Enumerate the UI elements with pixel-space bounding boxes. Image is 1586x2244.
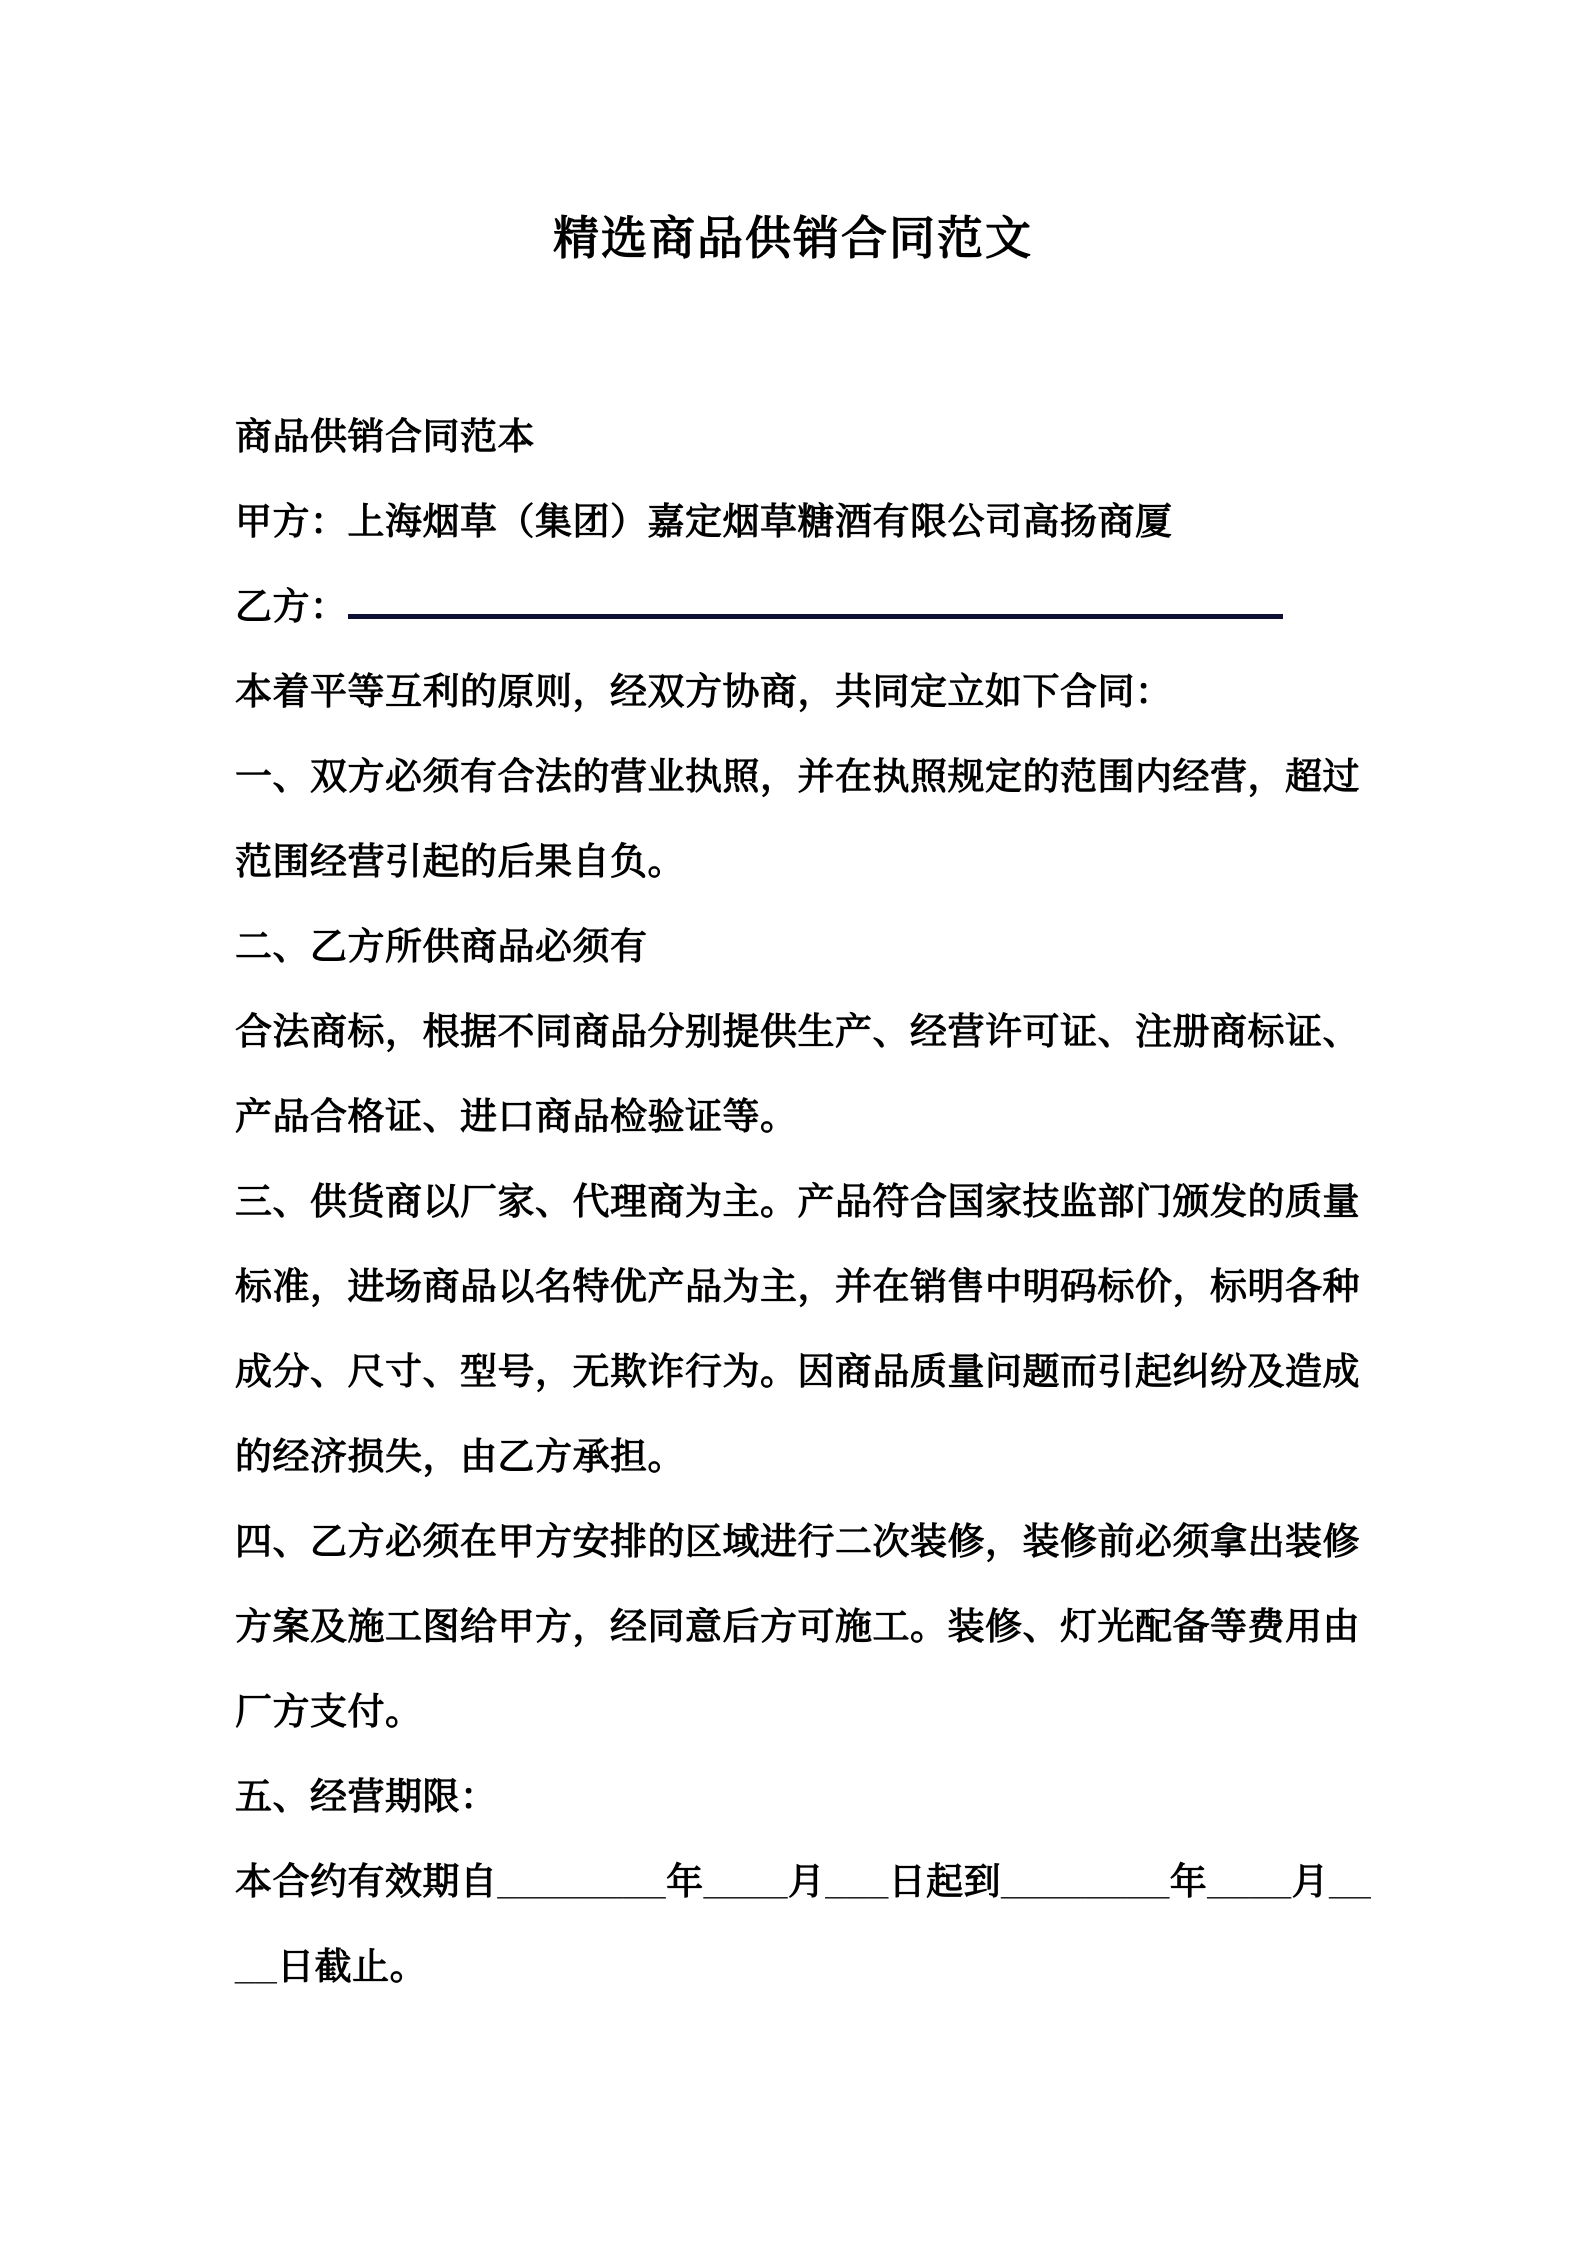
- clause-1-line-2-text: 范围经营引起的后果自负。: [235, 841, 685, 882]
- clause-3-line-3-text: 成分、尺寸、型号，无欺诈行为。因商品质量问题而引起纠纷及造成: [235, 1351, 1360, 1392]
- party-b-blank-underline: [348, 588, 1283, 619]
- clause-3-line-4-text: 的经济损失，由乙方承担。: [235, 1436, 685, 1477]
- preamble-line-text: 本着平等互利的原则，经双方协商，共同定立如下合同：: [235, 671, 1173, 712]
- clause-5-line-2: [235, 1839, 1466, 1924]
- clause-3-line-3: [235, 1329, 1466, 1414]
- clause-5-line-1: [235, 1754, 1466, 1839]
- party-a-line-text: 甲方：上海烟草（集团）嘉定烟草糖酒有限公司高扬商厦: [235, 501, 1173, 542]
- clause-5-line-2-text: 本合约有效期自________年____月___日起到________年____月__: [235, 1861, 1372, 1902]
- clause-4-line-1-text: 四、乙方必须在甲方安排的区域进行二次装修，装修前必须拿出装修: [235, 1521, 1360, 1562]
- clause-3-line-2-text: 标准，进场商品以名特优产品为主，并在销售中明码标价，标明各种: [235, 1266, 1360, 1307]
- clause-5-line-1-text: 五、经营期限：: [235, 1776, 498, 1817]
- clause-3-line-1: [235, 1159, 1466, 1244]
- party-b-line-text: 乙方：: [235, 586, 348, 627]
- clause-3-line-2: [235, 1244, 1466, 1329]
- clause-2-line-3: [235, 1074, 1466, 1159]
- clause-2-line-2: [235, 989, 1466, 1074]
- party-a-line: [235, 479, 1466, 564]
- clause-2-line-1-text: 二、乙方所供商品必须有: [235, 926, 648, 967]
- clause-1-line-1-text: 一、双方必须有合法的营业执照，并在执照规定的范围内经营，超过: [235, 756, 1360, 797]
- subtitle-line: [235, 394, 1466, 479]
- subtitle-line-text: 商品供销合同范本: [235, 416, 535, 457]
- party-b-line: [235, 564, 1466, 649]
- clause-2-line-1: [235, 904, 1466, 989]
- clause-1-line-1: [235, 734, 1466, 819]
- document-body: [235, 394, 1466, 2009]
- clause-4-line-3-text: 厂方支付。: [235, 1691, 423, 1732]
- clause-3-line-1-text: 三、供货商以厂家、代理商为主。产品符合国家技监部门颁发的质量: [235, 1181, 1360, 1222]
- clause-3-line-4: [235, 1414, 1466, 1499]
- clause-2-line-3-text: 产品合格证、进口商品检验证等。: [235, 1096, 798, 1137]
- clause-5-line-3-text: __日截止。: [235, 1946, 428, 1987]
- clause-2-line-2-text: 合法商标，根据不同商品分别提供生产、经营许可证、注册商标证、: [235, 1011, 1360, 1052]
- preamble-line: [235, 649, 1466, 734]
- clause-4-line-2: [235, 1584, 1466, 1669]
- clause-5-line-3: [235, 1924, 1466, 2009]
- document-title: 精选商品供销合同范文: [553, 212, 1033, 264]
- clause-4-line-2-text: 方案及施工图给甲方，经同意后方可施工。装修、灯光配备等费用由: [235, 1606, 1360, 1647]
- clause-1-line-2: [235, 819, 1466, 904]
- clause-4-line-1: [235, 1499, 1466, 1584]
- clause-4-line-3: [235, 1669, 1466, 1754]
